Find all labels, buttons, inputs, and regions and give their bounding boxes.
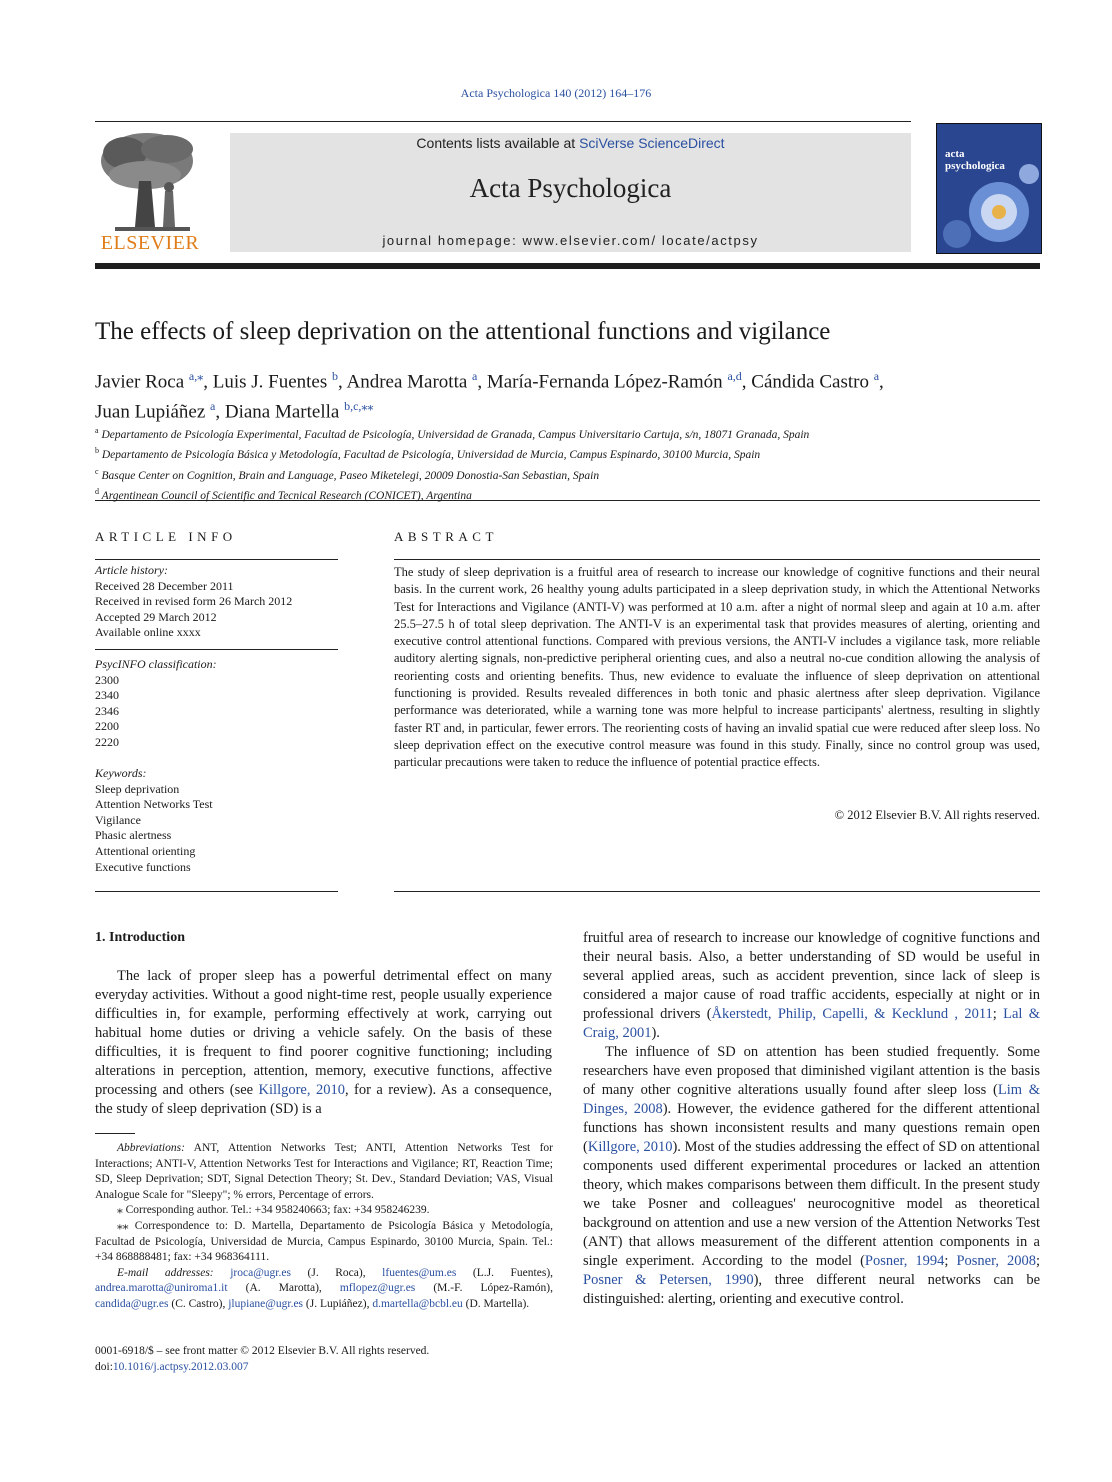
cover-title-line1: acta <box>945 148 965 160</box>
affiliation-text: Basque Center on Cognition, Brain and Language, Paseo Miketelegi, 20009 Donostia-San Sebastian, Spain <box>101 469 600 482</box>
email-link[interactable]: d.martella@bcbl.eu <box>372 1297 463 1310</box>
affiliation-text: Departamento de Psicología Básica y Metodología, Facultad de Psicología, Universidad de Murcia, Campus Espinardo, 30100 Murcia, Spain <box>101 449 761 462</box>
history-list <box>95 579 338 641</box>
article-title: The effects of sleep deprivation on the attentional functions and vigilance <box>95 318 831 345</box>
elsevier-logo[interactable] <box>95 131 205 257</box>
history-item: Accepted 29 March 2012 <box>95 609 217 624</box>
contents-line <box>230 135 911 151</box>
text-run: ). However, the evidence gathered for the different attentional functions has shown inconsistent results and many questions remain open ( <box>583 1101 1040 1155</box>
article-history <box>95 563 338 641</box>
author-name[interactable]: Luis J. Fuentes <box>212 371 328 393</box>
footnotes <box>95 1141 553 1313</box>
text-run: ; <box>1035 1253 1040 1269</box>
abbreviations-label: Abbreviations: <box>117 1142 185 1154</box>
keyword: Sleep deprivation <box>95 781 180 796</box>
citation-link[interactable]: Killgore, 2010 <box>587 1139 673 1155</box>
author-affiliation-marker[interactable]: a,d <box>727 369 742 383</box>
keyword: Vigilance <box>95 812 141 827</box>
contents-prefix: Contents lists available at <box>416 135 580 151</box>
text-run: ; <box>992 1006 1004 1022</box>
intro-paragraph-2 <box>583 1043 1040 1309</box>
author-name[interactable]: Diana Martella <box>224 401 340 423</box>
abstract-rule <box>394 559 1040 560</box>
front-matter <box>95 1344 553 1375</box>
header-thick-rule <box>95 263 1040 269</box>
affiliation-text: Argentinean Council of Scientific and Tecnical Research (CONICET), Argentina <box>101 490 472 503</box>
abstract-copyright: © 2012 Elsevier B.V. All rights reserved. <box>834 808 1040 822</box>
affiliation <box>95 423 1040 443</box>
keyword: Executive functions <box>95 859 191 874</box>
abstract-heading: ABSTRACT <box>394 529 498 544</box>
front-matter-line: 0001-6918/$ – see front matter © 2012 Elsevier B.V. All rights reserved. <box>95 1345 430 1357</box>
author-affiliation-marker[interactable]: a,⁎ <box>188 369 204 383</box>
keywords-list <box>95 782 338 876</box>
article-info-rule <box>95 559 338 560</box>
affiliation-rule <box>95 500 1040 501</box>
author-separator: , <box>338 371 347 393</box>
email-owner: (M.-F. López-Ramón), <box>415 1282 553 1295</box>
author-separator: , <box>477 371 487 393</box>
intro-right-column <box>583 929 1040 1309</box>
article-info-heading: ARTICLE INFO <box>95 529 237 544</box>
abstract-text: The study of sleep deprivation is a fruitful area of research to increase our knowledge of cognitive functions and their neural basis. In the current work, 26 healthy young adults participated in a sleep deprivation study, in which the Attentional Networks Test for Interactions and Vigilance (ANTI-V) was performed at 10 a.m. after a night of normal sleep and again at 10 a.m. after 25.5–27.5 h of total sleep deprivation. The ANTI-V is an experimental task that provides measures of alerting, orienting and executive control attentional functions. Compared with previous versions, the ANTI-V includes a vigilance task, more reliable auditory alerting signals, non-predictive peripheral orienting cues, and also a neutral no-cue condition allowing the analysis of reorienting costs and orienting benefits. Thus, new evidence to evaluate the influence of sleep deprivation on attentional functioning is provided. Results revealed differences in both tonic and phasic alertness after sleep deprivation. Vigilance performance was deteriorated, while a warning tone was more helpful to increase participants' alertness, resulting in slightly faster RT and, in particular, fewer errors. The reorienting costs of having an invalid spatial cue were reduced after sleep loss. No sleep deprivation effect on the executive control measure was found in this study. Finally, since no control group was used, particular precautions were taken to reduce the influence of potential practice effects. <box>394 565 1040 770</box>
affiliation-text: Departamento de Psicología Experimental, Facultad de Psicología, Universidad de Granada, Campus Universitario Cartuja, s/n, 18071 Granada, Spain <box>101 428 810 441</box>
citation-link[interactable]: Posner, 2008 <box>956 1253 1036 1269</box>
header-rule <box>95 121 911 122</box>
affiliation <box>95 464 1040 484</box>
footnote-emails <box>95 1266 553 1313</box>
journal-citation[interactable]: Acta Psychologica 140 (2012) 164–176 <box>460 86 652 100</box>
elsevier-wordmark: ELSEVIER <box>100 232 200 254</box>
journal-banner <box>230 133 911 252</box>
history-heading: Article history: <box>95 563 168 577</box>
affiliation <box>95 484 1040 504</box>
doi-line <box>95 1360 553 1376</box>
affiliation-list <box>95 423 1040 505</box>
footnote-corresponding-author: ⁎ Corresponding author. Tel.: +34 958240663; fax: +34 958246239. <box>117 1204 430 1217</box>
doi-link[interactable]: 10.1016/j.actpsy.2012.03.007 <box>112 1360 249 1373</box>
abbreviations-text: ANT, Attention Networks Test; ANTI, Attention Networks Test for Interactions; ANTI-V, Attention Networks Test for Interactions and Vigilance; RT, Reaction Time; SD, Sleep Deprivation; SDT, Signal Detection Theory; St. Dev., Standard Deviation; VAS, Visual Analogue Scale for "Sleepy"; % errors, Percentage of errors. <box>95 1142 553 1201</box>
author-affiliation-marker[interactable]: a <box>210 399 216 414</box>
email-owner: (J. Lupiáñez), <box>303 1297 373 1310</box>
keyword: Attention Networks Test <box>95 797 213 812</box>
footnote-correspondence: ⁎⁎ Correspondence to: D. Martella, Departamento de Psicología Básica y Metodología, Facultad de Psicología, Universidad de Murcia, Campus Espinardo, 30100 Murcia, Spain. Tel.: +34 868888481; fax: +34 968364111. <box>95 1219 553 1264</box>
psycinfo-code: 2220 <box>95 734 119 749</box>
intro-left-column <box>95 967 552 1119</box>
author-separator: , <box>215 401 225 423</box>
keyword: Phasic alertness <box>95 828 172 843</box>
email-label: E-mail addresses: <box>117 1266 214 1279</box>
author-name[interactable]: Cándida Castro <box>751 371 869 393</box>
psycinfo-heading: PsycINFO classification: <box>95 657 217 671</box>
history-item: Received in revised form 26 March 2012 <box>95 594 293 609</box>
email-link[interactable]: andrea.marotta@uniroma1.it <box>95 1282 228 1295</box>
text-run: The influence of SD on attention has been studied frequently. Some researchers have even proposed that diminished vigilant attention is the basis of many other cognitive alterations usually found after sleep loss ( <box>583 1044 1040 1098</box>
psycinfo-code: 2340 <box>95 688 119 703</box>
email-link[interactable]: jroca@ugr.es <box>230 1266 291 1279</box>
author-separator: , <box>741 371 752 393</box>
text-run: ). <box>651 1025 660 1041</box>
email-owner: (L.J. Fuentes), <box>456 1266 554 1279</box>
email-owner: (C. Castro), <box>168 1297 229 1310</box>
citation-link[interactable]: Lim & Dinges, 2008 <box>583 1082 1040 1117</box>
journal-name: Acta Psychologica <box>469 173 672 203</box>
cover-title-line2: psychologica <box>945 160 1005 172</box>
citation-link[interactable]: Killgore, 2010 <box>258 1082 345 1098</box>
affiliation <box>95 443 1040 463</box>
citation-link[interactable]: Åkerstedt, Philip, Capelli, & Kecklund , 2011 <box>711 1006 993 1022</box>
journal-homepage[interactable]: journal homepage: www.elsevier.com/ locate/actpsy <box>382 233 759 248</box>
text-run: ), three different neural networks can be distinguished: alerting, orienting and executive control. <box>583 1272 1041 1307</box>
history-item: Received 28 December 2011 <box>95 578 234 593</box>
text-run: , for a review). As a consequence, the study of sleep deprivation (SD) is a <box>95 1082 552 1117</box>
author-list <box>95 364 1040 425</box>
email-owner: (A. Marotta), <box>227 1282 340 1295</box>
citation-link[interactable]: Posner, 1994 <box>864 1253 945 1269</box>
keyword: Attentional orienting <box>95 843 196 858</box>
cover-title <box>945 148 1005 172</box>
article-info-bottom-rule <box>95 891 338 892</box>
author-separator: , <box>879 371 884 393</box>
intro-paragraph-1-cont <box>583 929 1040 1043</box>
email-link[interactable]: mflopez@ugr.es <box>339 1282 416 1295</box>
email-owner: (J. Roca), <box>290 1266 383 1279</box>
author-name[interactable]: Juan Lupiáñez <box>95 401 206 423</box>
text-run: ). Most of the studies addressing the effect of SD on attentional components used different experimental procedures or lacked an attention theory, which makes comparisons between them difficult. In the present study we take Posner and colleagues' neurocognitive model as theoretical background on attention and use a new version of the Attention Networks Test (ANT) that allows measurement of the different attention components in a single experiment. According to the model ( <box>583 1139 1040 1269</box>
history-rule <box>95 649 338 650</box>
text-run: The lack of proper sleep has a powerful detrimental effect on many everyday activities. Without a good night-time rest, people usually experience difficulties in, for example, performing effectively at work, carrying out habitual home duties or driving a vehicle safely. On the basis of these difficulties, it is frequent to find poorer cognitive functioning; including alterations in perception, attention, memory, executive functions, affective processing and others (see <box>95 968 552 1098</box>
author-name[interactable]: María-Fernanda López-Ramón <box>486 371 723 393</box>
abstract-bottom-rule <box>394 891 1040 892</box>
email-link[interactable]: lfuentes@um.es <box>382 1266 457 1279</box>
affiliation-marker: a <box>95 426 99 435</box>
psycinfo-code: 2200 <box>95 719 119 734</box>
citation-link[interactable]: Lal & Craig, 2001 <box>583 1006 1041 1041</box>
author-name[interactable]: Andrea Marotta <box>346 371 468 393</box>
footnote-abbreviations <box>95 1141 553 1203</box>
text-run: ; <box>944 1253 957 1269</box>
affiliation-marker: b <box>95 446 99 456</box>
author-separator: , <box>203 371 213 393</box>
journal-cover[interactable] <box>936 123 1042 254</box>
psycinfo-classification <box>95 657 338 751</box>
citation-link[interactable]: Posner & Petersen, 1990 <box>583 1272 754 1288</box>
text-run: fruitful area of research to increase our knowledge of cognitive functions and their neural basis. Also, a better understanding of SD would be useful in several applied areas, such as accident prevention, since lack of sleep is considered a major cause of road traffic accidents, especially at night or in professional drivers ( <box>583 930 1040 1022</box>
cover-flower-icon <box>937 124 1041 253</box>
psycinfo-code: 2300 <box>95 672 119 687</box>
doi-prefix: doi: <box>95 1360 113 1373</box>
sciencedirect-link[interactable]: SciVerse ScienceDirect <box>579 135 725 151</box>
tree-icon <box>95 131 205 235</box>
email-link[interactable]: candida@ugr.es <box>95 1297 169 1310</box>
author-affiliation-marker[interactable]: a <box>472 369 478 383</box>
author-affiliation-marker[interactable]: b <box>332 369 339 383</box>
email-link[interactable]: jlupiane@ugr.es <box>228 1297 304 1310</box>
history-item: Available online xxxx <box>95 625 201 640</box>
author-name[interactable]: Javier Roca <box>95 371 185 393</box>
author-affiliation-marker[interactable]: a <box>873 369 880 383</box>
author-affiliation-marker[interactable]: b,c,⁎⁎ <box>344 399 374 414</box>
keywords <box>95 766 338 875</box>
footnote-rule <box>95 1133 135 1134</box>
affiliation-marker: c <box>95 466 99 476</box>
email-owner: (D. Martella). <box>462 1297 530 1310</box>
affiliation-marker: d <box>95 487 99 497</box>
psycinfo-code: 2346 <box>95 703 119 718</box>
intro-paragraph-1 <box>95 967 552 1119</box>
psycinfo-list <box>95 673 338 751</box>
section-heading-introduction: 1. Introduction <box>95 930 185 945</box>
keywords-heading: Keywords: <box>95 766 147 780</box>
